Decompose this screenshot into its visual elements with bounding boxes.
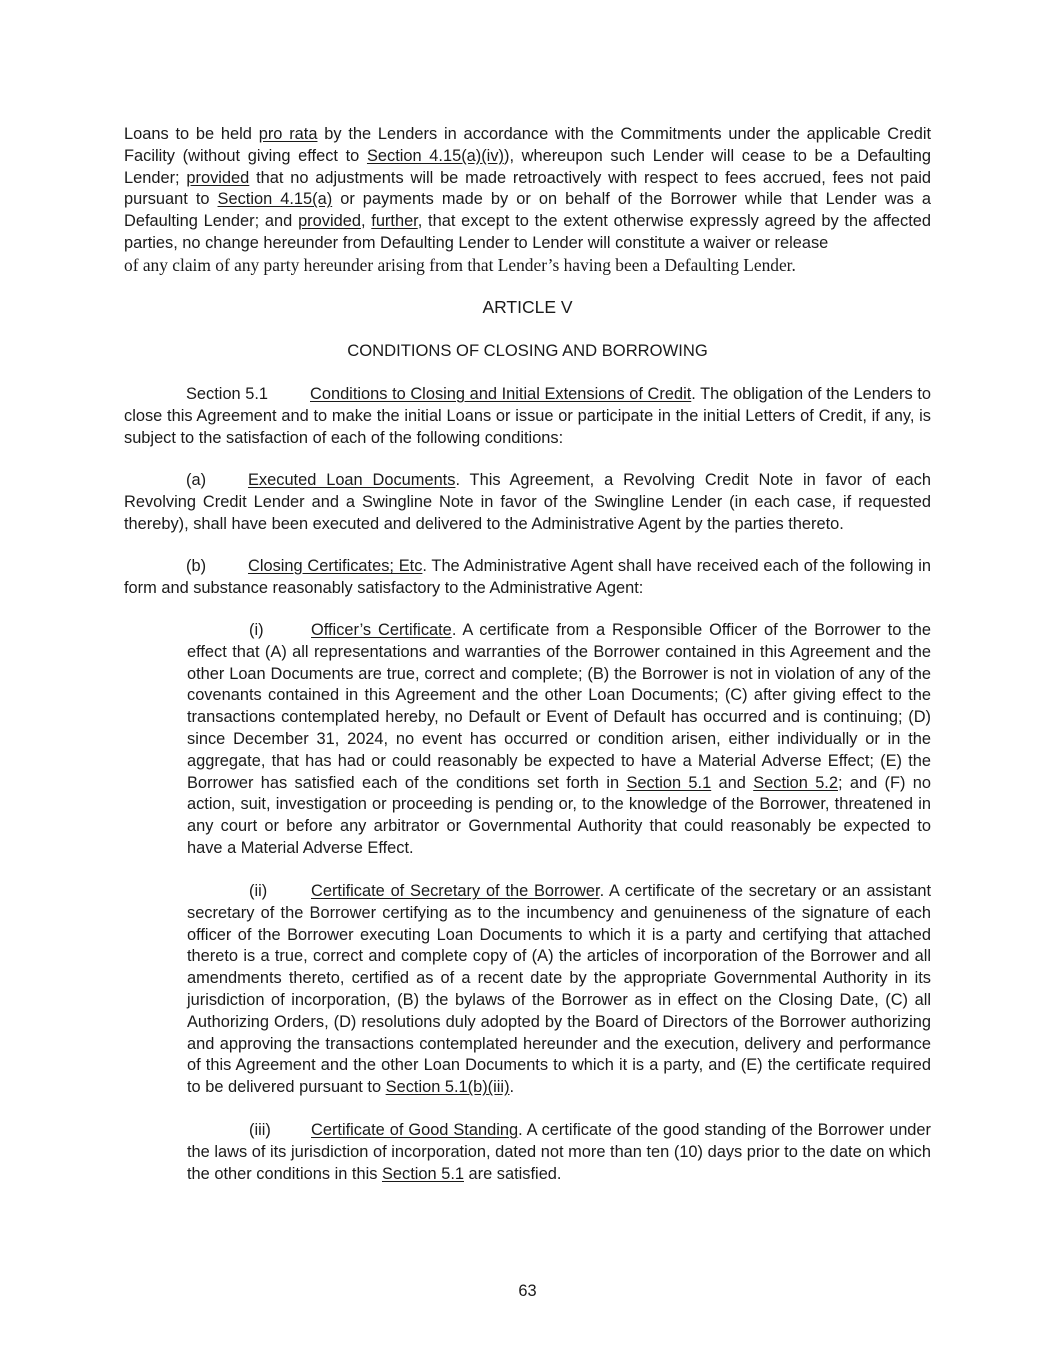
text-run: , that except to the extent otherwise expressly agreed by the affected parties, no change hereunder from Defaulting Lender to Lender will constitute a waiver or release — [124, 212, 932, 252]
section-ref-5-1: Section 5.1 — [626, 773, 712, 792]
text-run: . This Agreement, a Revolving Credit Note in favor of each Revolving Credit Lender and a Swingline Note in favor of the Swingline Lender (in each case, if requested thereby), shall have been executed and delivered to the Administrative Agent by the parties thereto. — [124, 471, 931, 533]
pro-rata-term: pro rata — [258, 125, 318, 143]
clause-a-paragraph — [124, 470, 931, 535]
text-run: or payments made by or on behalf of the Borrower while that Lender was a Defaulting Lender; and — [124, 190, 931, 231]
text-run: . The obligation of the Lenders to close this Agreement and to make the initial Loans or issue or participate in the initial Letters of Credit, if any, is subject to the satisfaction of each of the following conditions: — [124, 385, 931, 447]
text-run: ), whereupon such Lender will cease to be a Defaulting Lender; — [124, 146, 931, 187]
clause-heading: Certificate of Secretary of the Borrower — [311, 882, 600, 900]
clause-heading: Officer’s Certificate — [311, 621, 452, 639]
section-label: Section 5.1 — [186, 385, 269, 403]
clause-label: (b) — [186, 557, 207, 575]
text-run: . A certificate of the good standing of the Borrower under the laws of its jurisdiction of incorporation, dated not more than ten (10) days prior to the date on which the other conditions in this — [187, 1121, 931, 1183]
text-run: Loans to be held — [124, 125, 259, 143]
section-5-1-paragraph — [124, 384, 931, 449]
section-ref-4-15-a-iv: Section 4.15(a)(iv) — [366, 146, 504, 165]
continuation-last-line: of any claim of any party hereunder arising from that Lender’s having been a Defaulting Lender. — [124, 255, 796, 275]
continuation-paragraph — [124, 124, 931, 255]
clause-heading: Executed Loan Documents — [248, 471, 456, 489]
text-run: by the Lenders in accordance with the Commitments under the applicable Credit Facility (without giving effect to — [124, 125, 932, 165]
section-ref-5-1-b: Section 5.1 — [381, 1164, 464, 1183]
text-run: . The Administrative Agent shall have received each of the following in form and substance reasonably satisfactory to the Administrative Agent: — [124, 557, 931, 597]
clause-label: (i) — [249, 621, 264, 639]
clause-heading: Closing Certificates; Etc — [248, 557, 423, 575]
text-run: are satisfied. — [464, 1164, 562, 1183]
clause-ii-paragraph — [187, 881, 931, 1099]
section-ref-5-1-b-iii: Section 5.1(b)(iii) — [385, 1078, 510, 1097]
provided-term: provided — [186, 168, 250, 187]
text-run: . — [509, 1078, 515, 1097]
section-ref-4-15-a: Section 4.15(a) — [217, 190, 333, 209]
clause-b-paragraph — [124, 556, 931, 600]
provided-term-2: provided — [298, 212, 361, 231]
text-run: . A certificate of the secretary or an assistant secretary of the Borrower certifying as to the incumbency and genuineness of the signature of each officer of the Borrower executing Loan Documents to which it is a party and certifying that attached thereto is a true, correct and complete copy of (A) the articles of incorporation of the Borrower and all amendments thereto, certified as of a recent date by the appropriate Governmental Authority in its jurisdiction of incorporation, (B) the bylaws of the Borrower as in effect on the Closing Date, (C) all Authorizing Orders, (D) resolutions duly adopted by the Board of Directors of the Borrower authorizing and approving the transactions contemplated hereunder and the execution, delivery and performance of this Agreement and the other Loan Documents to which it is a party, and (E) the certificate required to be delivered pursuant to — [187, 882, 932, 1097]
clause-i-paragraph — [187, 620, 931, 860]
section-heading: Conditions to Closing and Initial Extensions of Credit — [310, 385, 692, 403]
article-title: CONDITIONS OF CLOSING AND BORROWING — [347, 341, 708, 360]
text-run: and — [711, 773, 754, 792]
text-run: that no adjustments will be made retroactively with respect to fees accrued, fees not paid pursuant to — [124, 168, 931, 209]
clause-iii-paragraph — [187, 1120, 931, 1185]
text-run: ; and (F) no action, suit, investigation or proceeding is pending or, to the knowledge of the Borrower, threatened in any court or before any arbitrator or Governmental Authority that could reasonably be expected to have a Material Adverse Effect. — [187, 773, 931, 857]
clause-heading: Certificate of Good Standing — [311, 1121, 519, 1139]
clause-label: (a) — [186, 471, 207, 489]
text-run: . A certificate from a Responsible Officer of the Borrower to the effect that (A) all representations and warranties of the Borrower contained in this Agreement and the other Loan Documents are true, correct and complete; (B) the Borrower is not in violation of any of the covenants contained in this Agreement and the other Loan Documents; (C) after giving effect to the transactions contemplated hereby, no Default or Event of Default has occurred and is continuing; (D) since December 31, 2024, no event has occurred or condition arisen, either individually or in the aggregate, that has had or could reasonably be expected to have a Material Adverse Effect; (E) the Borrower has satisfied each of the conditions set forth in — [187, 621, 931, 792]
clause-label: (ii) — [249, 882, 268, 900]
section-ref-5-2: Section 5.2 — [753, 773, 838, 792]
clause-label: (iii) — [249, 1121, 271, 1139]
text-run: , — [360, 212, 372, 231]
further-term: further — [371, 212, 418, 231]
article-number: ARTICLE V — [482, 297, 573, 317]
page-number: 63 — [518, 1282, 537, 1300]
